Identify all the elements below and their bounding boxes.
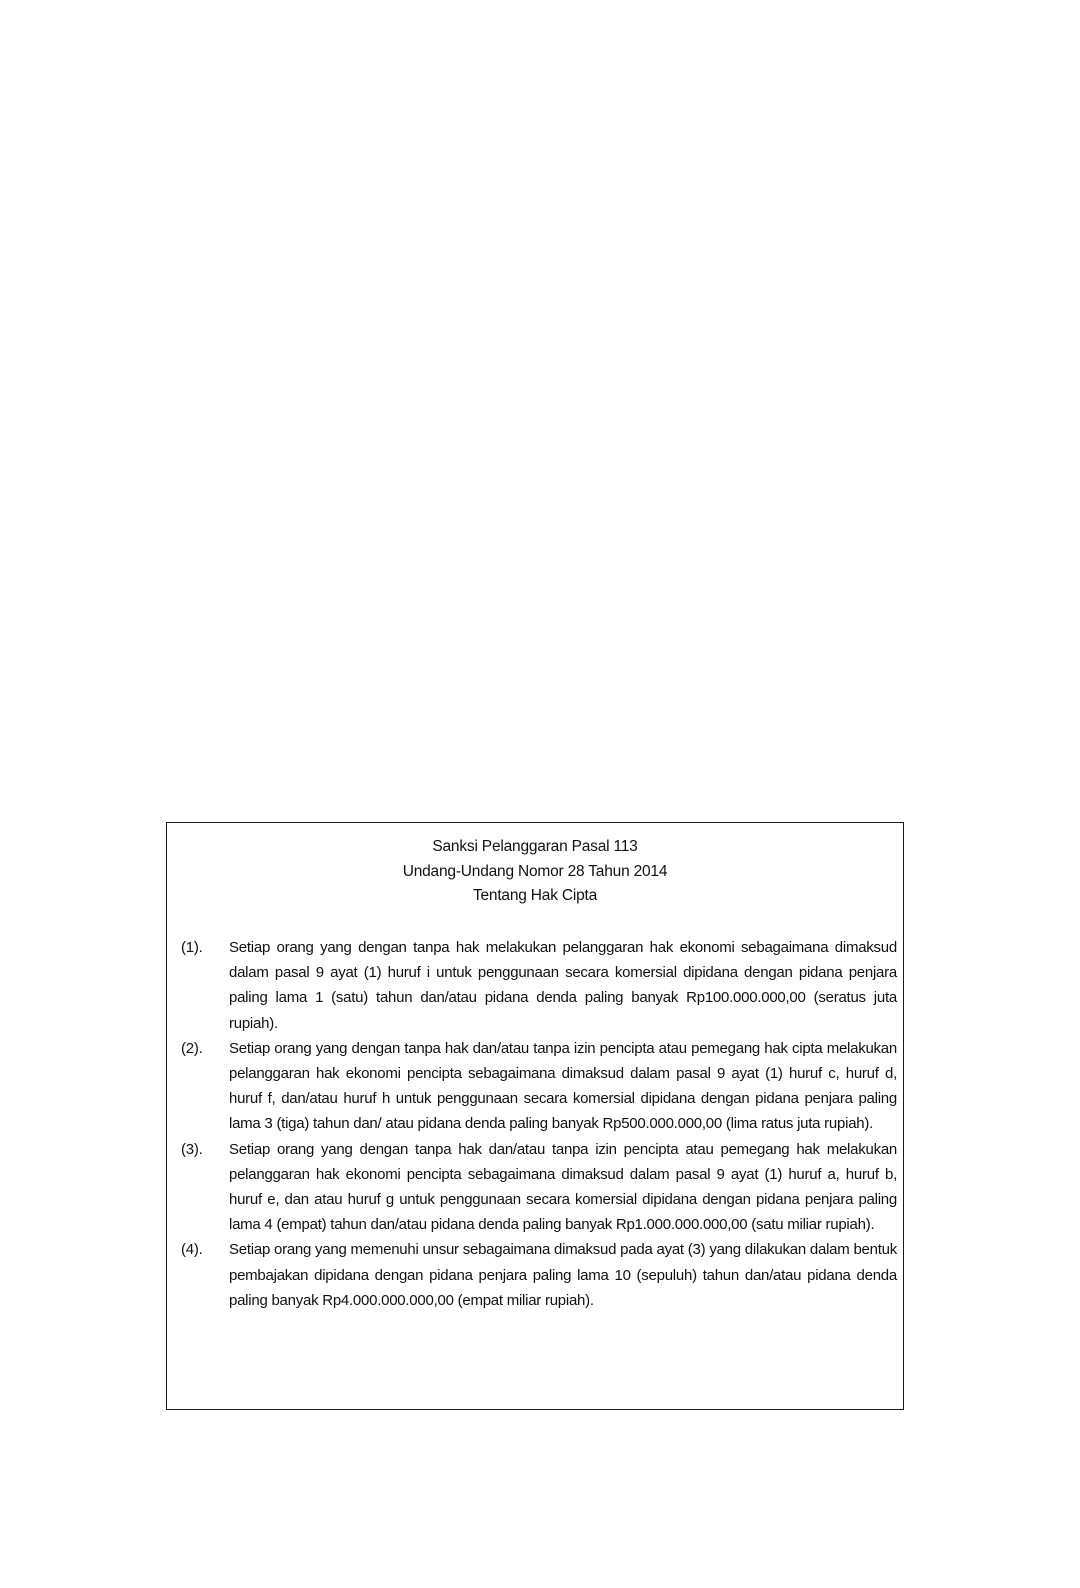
item-number: (1).: [181, 939, 203, 956]
notice-header: [167, 835, 903, 909]
item-number: (2).: [181, 1039, 203, 1057]
item-text: Setiap orang yang dengan tanpa hak melakukan pelanggaran hak ekonomi sebagaimana dimaksud dalam pasal 9 ayat (1) huruf i untuk penggunaan secara komersial dipidana dengan pidana penjara paling lama 1 (satu) tahun dan/atau pidana denda paling banyak Rp100.000.000,00 (seratus juta rupiah).: [229, 939, 897, 1032]
sanction-item-4: [181, 1237, 897, 1313]
item-number: (3).: [181, 1140, 203, 1158]
sanction-list: [181, 935, 897, 1313]
notice-law-reference: Undang-Undang Nomor 28 Tahun 2014: [402, 862, 668, 880]
item-text: Setiap orang yang memenuhi unsur sebagaimana dimaksud pada ayat (3) yang dilakukan dalam bentuk pembajakan dipidana dengan pidana penjara paling lama 10 (sepuluh) tahun dan/atau pidana denda paling banyak Rp4.000.000.000,00 (empat miliar rupiah).: [229, 1241, 897, 1309]
notice-title: Sanksi Pelanggaran Pasal 113: [432, 838, 638, 855]
item-text: Setiap orang yang dengan tanpa hak dan/atau tanpa izin pencipta atau pemegang hak cipta melakukan pelanggaran hak ekonomi pencipta sebagaimana dimaksud dalam pasal 9 ayat (1) huruf c, huruf d, huruf f, dan/atau huruf h untuk penggunaan secara komersial dipidana dengan pidana penjara paling lama 3 (tiga) tahun dan/ atau pidana denda paling banyak Rp500.000.000,00 (lima ratus juta rupiah).: [229, 1039, 897, 1133]
sanction-item-2: [181, 1036, 897, 1137]
item-text: Setiap orang yang dengan tanpa hak dan/atau tanpa izin pencipta atau pemegang hak melakukan pelanggaran hak ekonomi pencipta sebagaimana dimaksud dalam pasal 9 ayat (1) huruf a, huruf b, huruf e, dan atau huruf g untuk penggunaan secara komersial dipidana dengan pidana penjara paling lama 4 (empat) tahun dan/atau pidana denda paling banyak Rp1.000.000.000,00 (satu miliar rupiah).: [229, 1140, 897, 1234]
sanction-item-1: [181, 935, 897, 1036]
notice-subject: Tentang Hak Cipta: [472, 887, 598, 904]
copyright-sanction-notice: [166, 822, 904, 1410]
item-number: (4).: [181, 1241, 203, 1259]
sanction-item-3: [181, 1137, 897, 1238]
